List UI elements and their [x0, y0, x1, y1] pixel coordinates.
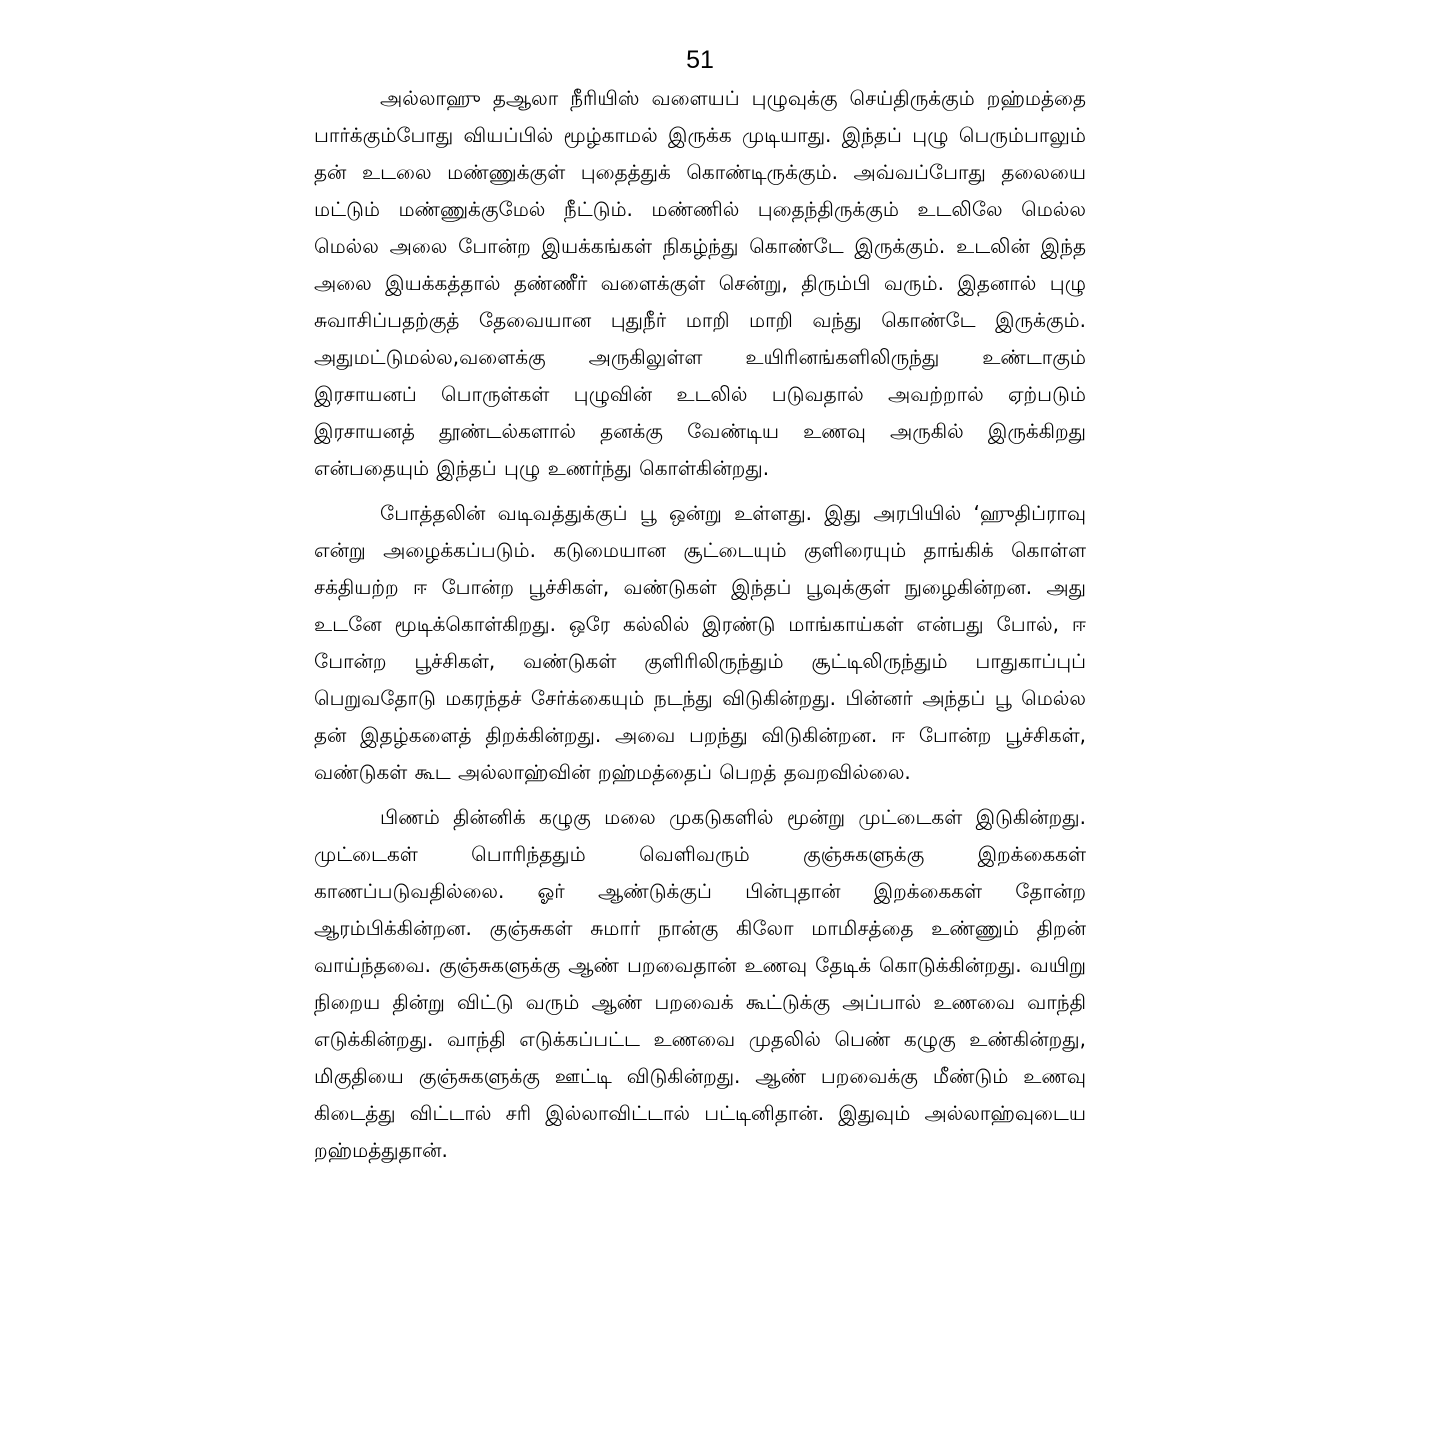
page-number: 51 [686, 46, 714, 74]
paragraph-vulture: பிணம் தின்னிக் கழுகு மலை முகடுகளில் மூன்று முட்டைகள் இடுகின்றது. முட்டைகள் பொரிந்ததும் வெளிவரும் குஞ்சுகளுக்கு இறக்கைகள் காணப்படுவதில்லை. ஓர் ஆண்டுக்குப் பின்புதான் இறக்கைகள் தோன்ற ஆரம்பிக்கின்றன. குஞ்சுகள் சுமார் நான்கு கிலோ மாமிசத்தை உண்ணும் திறன் வாய்ந்தவை. குஞ்சுகளுக்கு ஆண் பறவைதான் உணவு தேடிக் கொடுக்கின்றது. வயிறு நிறைய தின்று விட்டு வரும் ஆண் பறவைக் கூட்டுக்கு அப்பால் உணவை வாந்தி எடுக்கின்றது. வாந்தி எடுக்கப்பட்ட உணவை முதலில் பெண் கழுகு உண்கின்றது, மிகுதியை குஞ்சுகளுக்கு ஊட்டி விடுகின்றது. ஆண் பறவைக்கு மீண்டும் உணவு கிடைத்து விட்டால் சரி இல்லாவிட்டால் பட்டினிதான். இதுவும் அல்லாஹ்வுடைய றஹ்மத்துதான். [314, 805, 1086, 1162]
paragraph-nereis-worm: அல்லாஹு தஆலா நீரியிஸ் வளையப் புழுவுக்கு செய்திருக்கும் றஹ்மத்தை பார்க்கும்போது வியப்பில் மூழ்காமல் இருக்க முடியாது. இந்தப் புழு பெரும்பாலும் தன் உடலை மண்ணுக்குள் புதைத்துக் கொண்டிருக்கும். அவ்வப்போது தலையை மட்டும் மண்ணுக்குமேல் நீட்டும். மண்ணில் புதைந்திருக்கும் உடலிலே மெல்ல மெல்ல அலை போன்ற இயக்கங்கள் நிகழ்ந்து கொண்டே இருக்கும். உடலின் இந்த அலை இயக்கத்தால் தண்ணீர் வளைக்குள் சென்று, திரும்பி வரும். இதனால் புழு சுவாசிப்பதற்குத் தேவையான புதுநீர் மாறி மாறி வந்து கொண்டே இருக்கும். அதுமட்டுமல்ல,வளைக்கு அருகிலுள்ள உயிரினங்களிலிருந்து உண்டாகும் இரசாயனப் பொருள்கள் புழுவின் உடலில் படுவதால் அவற்றால் ஏற்படும் இரசாயனத் தூண்டல்களால் தனக்கு வேண்டிய உணவு அருகில் இருக்கிறது என்பதையும் இந்தப் புழு உணர்ந்து கொள்கின்றது. [314, 86, 1087, 480]
body-text [314, 80, 1086, 1169]
paragraph-bottle-flower: போத்தலின் வடிவத்துக்குப் பூ ஒன்று உள்ளது. இது அரபியில் ‘ஹுதிப்ராவு என்று அழைக்கப்படும். கடுமையான சூட்டையும் குளிரையும் தாங்கிக் கொள்ள சக்தியற்ற ஈ போன்ற பூச்சிகள், வண்டுகள் இந்தப் பூவுக்குள் நுழைகின்றன. அது உடனே மூடிக்கொள்கிறது. ஒரே கல்லில் இரண்டு மாங்காய்கள் என்பது போல், ஈ போன்ற பூச்சிகள், வண்டுகள் குளிரிலிருந்தும் சூட்டிலிருந்தும் பாதுகாப்புப் பெறுவதோடு மகரந்தச் சேர்க்கையும் நடந்து விடுகின்றது. பின்னர் அந்தப் பூ மெல்ல தன் இதழ்களைத் திறக்கின்றது. அவை பறந்து விடுகின்றன. ஈ போன்ற பூச்சிகள், வண்டுகள் கூட அல்லாஹ்வின் றஹ்மத்தைப் பெறத் தவறவில்லை. [314, 501, 1086, 784]
